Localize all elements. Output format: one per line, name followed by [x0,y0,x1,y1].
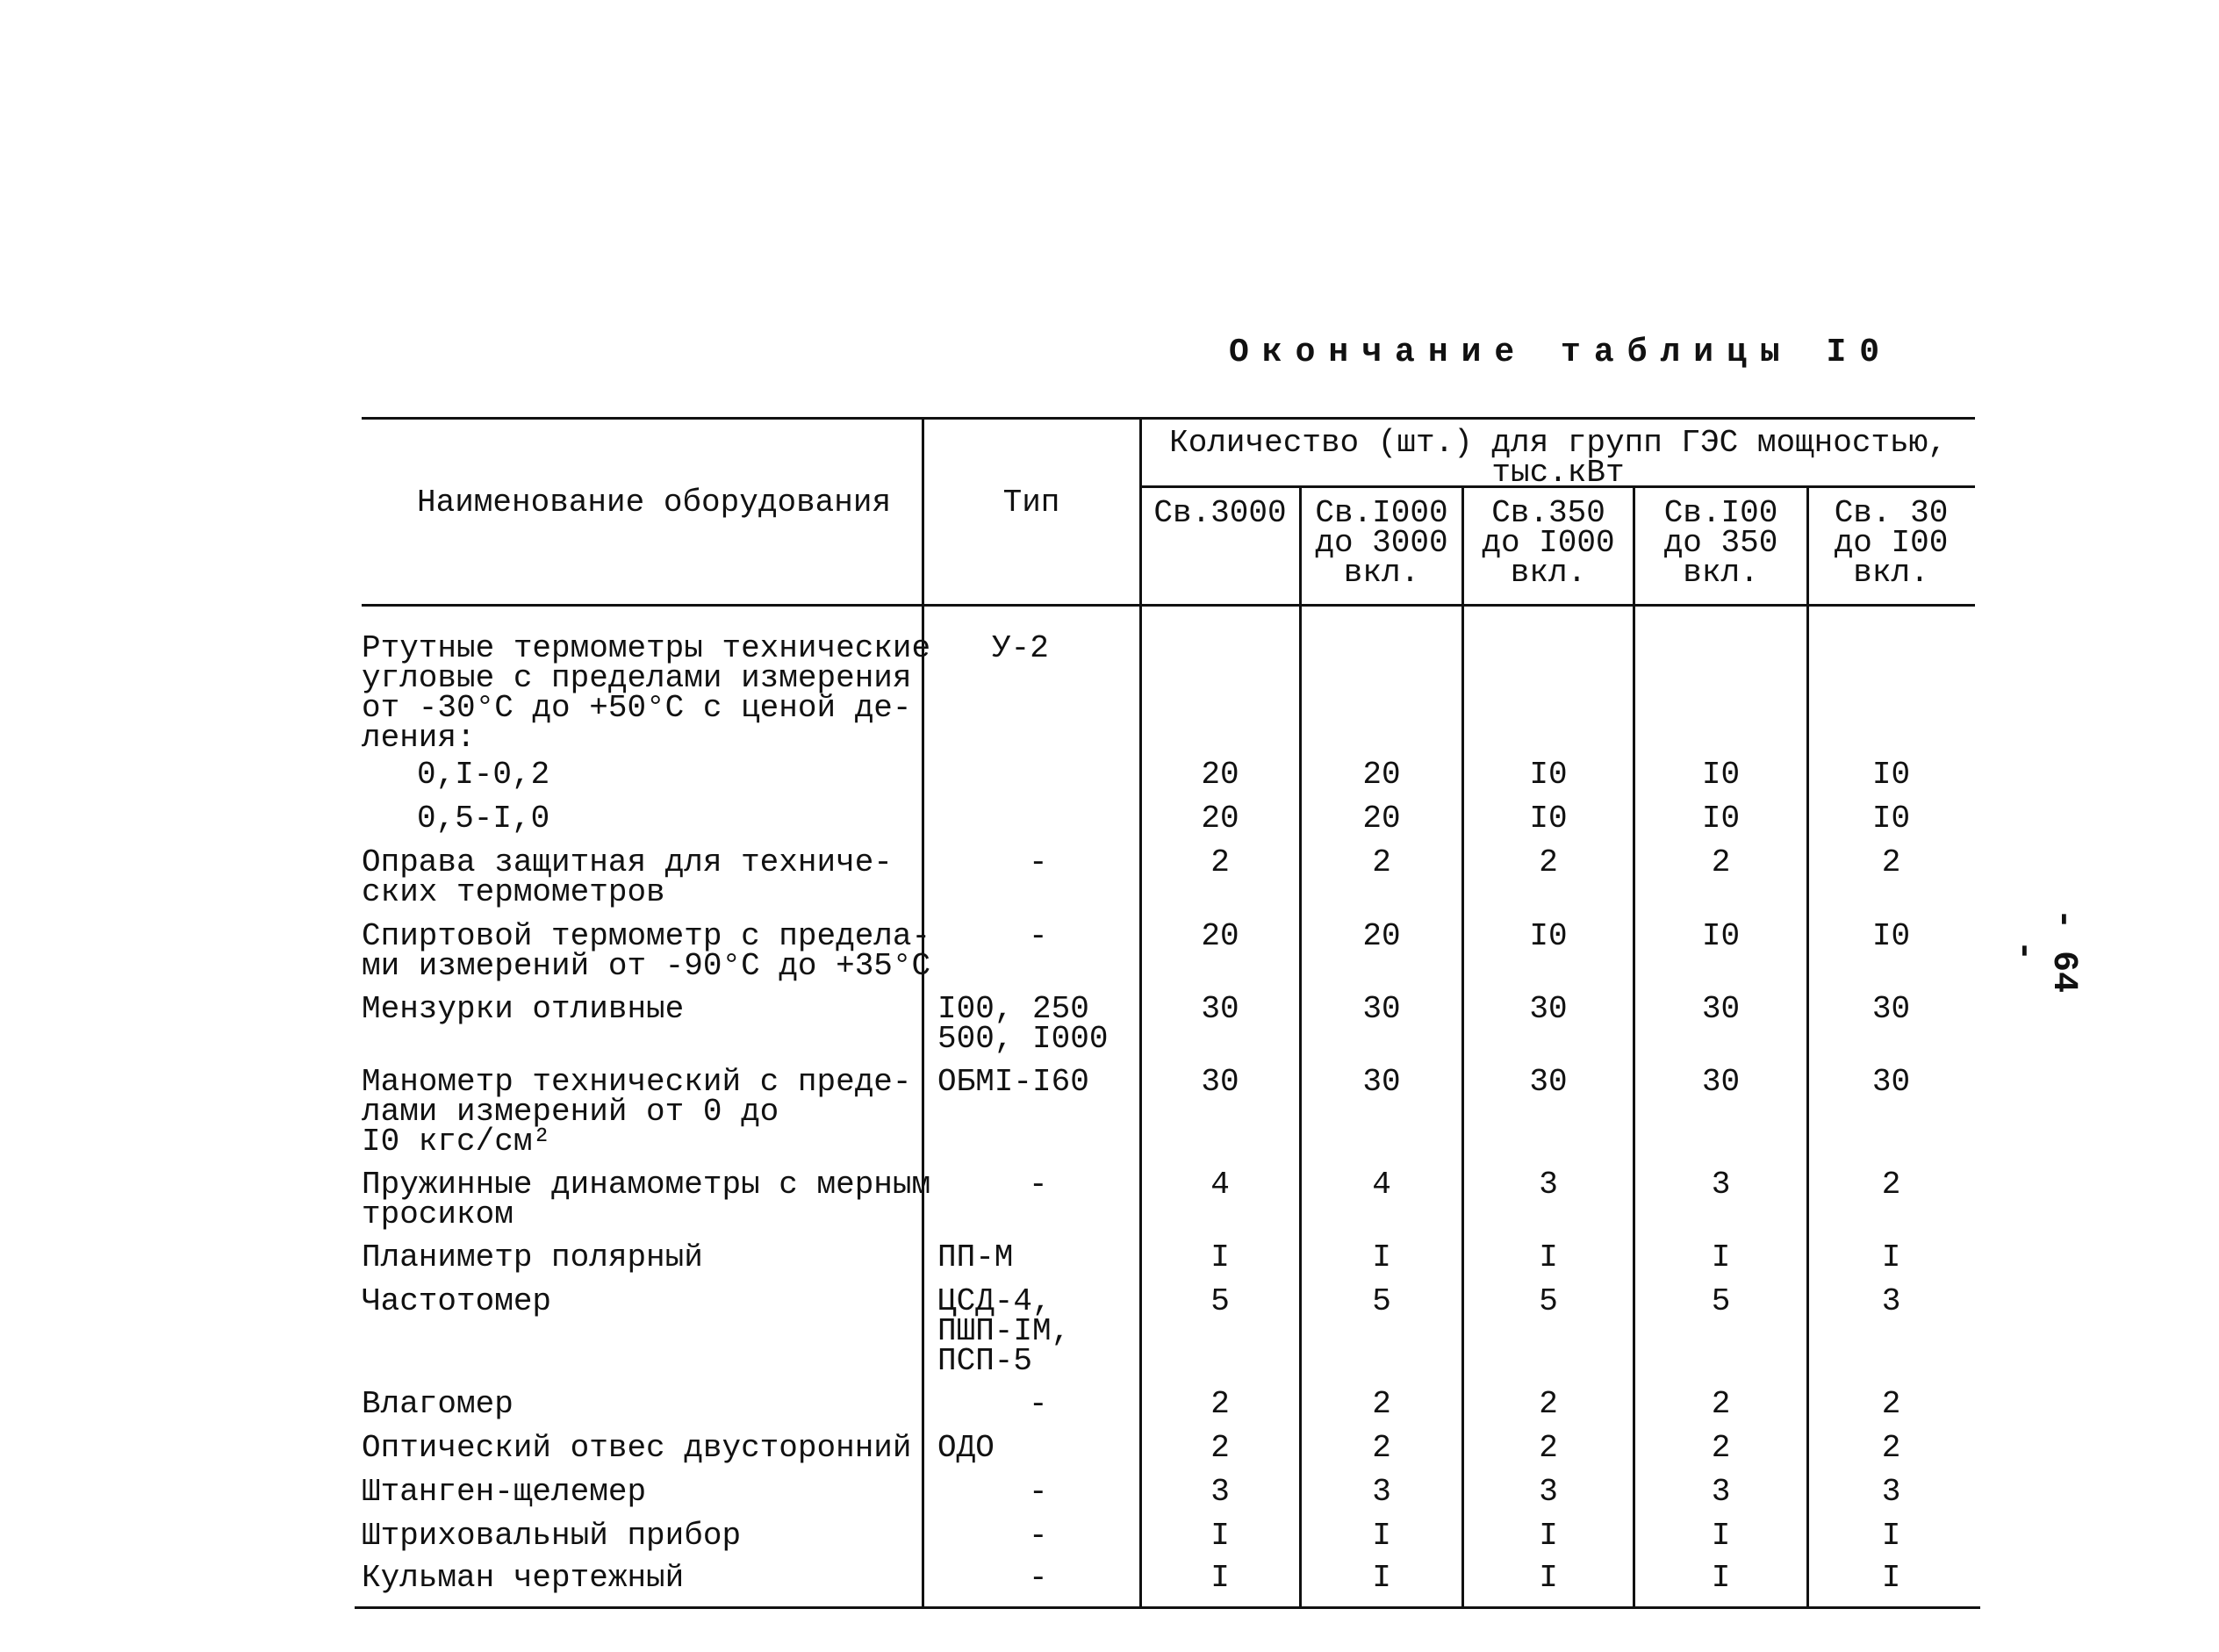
row-value: 2 [1210,844,1230,880]
row-value: 5 [1210,1283,1230,1319]
table-top-rule [362,417,1975,420]
row-name: 0,5-I,0 [417,801,550,837]
row-value: 30 [1201,1064,1239,1100]
row-value: I0 [1871,801,1911,837]
row-name: Планиметр полярный [362,1239,703,1275]
row-value: I [1711,1518,1731,1554]
row-value: 3 [1881,1474,1901,1510]
row-value: I [1210,1239,1230,1275]
row-name: Штанген-щелемер [362,1474,647,1510]
row-value: I0 [1871,757,1911,793]
row-value: 20 [1362,757,1401,793]
row-value: 2 [1881,1430,1901,1466]
row-value: I0 [1529,918,1568,954]
row-value: 30 [1529,1064,1568,1100]
row-value: 2 [1711,844,1731,880]
row-value: I0 [1701,801,1741,837]
col-divider-2 [1461,485,1464,1606]
row-value: I [1539,1239,1558,1275]
row-value: 3 [1539,1474,1558,1510]
row-value: I0 [1701,757,1741,793]
row-value: 20 [1362,801,1401,837]
row-value: 4 [1372,1167,1391,1203]
row-name: Ртутные термометры технические угловые с пределами измерения от -30°С до +50°С с ценой де- ления: [362,630,931,756]
row-value: 3 [1210,1474,1230,1510]
row-value: 2 [1539,1430,1558,1466]
header-col-3: Св.350 до I000 вкл. [1482,495,1615,591]
row-value: 2 [1210,1430,1230,1466]
row-value: 20 [1201,757,1239,793]
row-value: I [1372,1239,1391,1275]
row-name: Частотомер [362,1283,552,1319]
row-type: ОДО [937,1430,995,1466]
row-name: Манометр технический с преде- лами измерений от 0 до I0 кгс/см² [362,1064,912,1160]
row-value: 3 [1881,1283,1901,1319]
col-divider-1 [1299,485,1302,1606]
row-value: I [1711,1239,1731,1275]
row-type: ПП-М [937,1239,1014,1275]
row-value: I [1372,1518,1391,1554]
row-type: У-2 [992,630,1049,666]
row-name: Спиртовой термометр с предела- ми измерений от -90°С до +35°С [362,918,931,984]
row-type: - [1029,1474,1048,1510]
row-value: 2 [1372,1386,1391,1422]
row-name: Штриховальный прибор [362,1518,742,1554]
row-type: - [1029,1386,1048,1422]
col-divider-3 [1633,485,1635,1606]
row-value: 30 [1701,991,1741,1027]
row-value: 30 [1871,991,1911,1027]
col-divider-4 [1806,485,1809,1606]
row-name: 0,I-0,2 [417,757,550,793]
row-value: 30 [1871,1064,1911,1100]
row-name: Оправа защитная для техниче- ских термометров [362,844,893,910]
row-type: I00, 250 500, I000 [937,991,1109,1057]
header-bottom-rule [362,604,1975,607]
row-value: 3 [1539,1167,1558,1203]
header-type: Тип [1002,485,1060,521]
row-value: 2 [1539,844,1558,880]
row-value: I0 [1871,918,1911,954]
header-col-1: Св.3000 [1153,495,1287,531]
row-type: - [1029,918,1048,954]
row-value: I [1881,1239,1901,1275]
row-value: I [1210,1560,1230,1596]
row-name: Мензурки отливные [362,991,685,1027]
row-value: 3 [1372,1474,1391,1510]
row-type: ЦСД-4, ПШП-IМ, ПСП-5 [937,1283,1071,1379]
header-group: Количество (шт.) для групп ГЭС мощностью, тыс.кВт [1169,425,1947,491]
row-type: ОБМI-I60 [937,1064,1089,1100]
row-name: Кульман чертежный [362,1560,685,1596]
row-value: 2 [1881,1386,1901,1422]
row-value: 30 [1529,991,1568,1027]
row-value: I [1210,1518,1230,1554]
row-value: 2 [1372,1430,1391,1466]
row-type: - [1029,1518,1048,1554]
row-type: - [1029,844,1048,880]
row-value: 3 [1711,1474,1731,1510]
row-value: 2 [1881,1167,1901,1203]
row-value: 2 [1881,844,1901,880]
row-name: Влагомер [362,1386,513,1422]
header-col-4: Св.I00 до 350 вкл. [1663,495,1778,591]
row-value: I [1881,1518,1901,1554]
header-col-5: Св. 30 до I00 вкл. [1834,495,1949,591]
row-name: Оптический отвес двусторонний [362,1430,912,1466]
row-value: 5 [1711,1283,1731,1319]
row-value: I0 [1529,757,1568,793]
row-type: - [1029,1167,1048,1203]
col-divider-type [922,417,924,1606]
row-value: 30 [1362,991,1401,1027]
row-value: 5 [1539,1283,1558,1319]
row-value: 20 [1362,918,1401,954]
table-caption: Окончание таблицы I0 [1229,334,1893,371]
row-value: 2 [1210,1386,1230,1422]
row-value: 20 [1201,918,1239,954]
row-name: Пружинные динамометры с мерным тросиком [362,1167,931,1232]
row-value: 30 [1701,1064,1741,1100]
row-value: 30 [1201,991,1239,1027]
row-value: 30 [1362,1064,1401,1100]
page-number: - 64 - [2004,908,2083,993]
row-value: I [1372,1560,1391,1596]
row-value: 2 [1372,844,1391,880]
header-name: Наименование оборудования [417,485,892,521]
row-value: 4 [1210,1167,1230,1203]
table-bottom-rule [355,1606,1980,1609]
row-value: 2 [1539,1386,1558,1422]
row-value: 3 [1711,1167,1731,1203]
row-value: I [1881,1560,1901,1596]
row-value: I [1539,1518,1558,1554]
row-value: 20 [1201,801,1239,837]
row-value: I [1711,1560,1731,1596]
row-value: I0 [1701,918,1741,954]
row-value: 2 [1711,1430,1731,1466]
row-value: 5 [1372,1283,1391,1319]
row-value: I0 [1529,801,1568,837]
row-value: I [1539,1560,1558,1596]
row-type: - [1029,1560,1048,1596]
row-value: 2 [1711,1386,1731,1422]
header-col-2: Св.I000 до 3000 вкл. [1315,495,1448,591]
